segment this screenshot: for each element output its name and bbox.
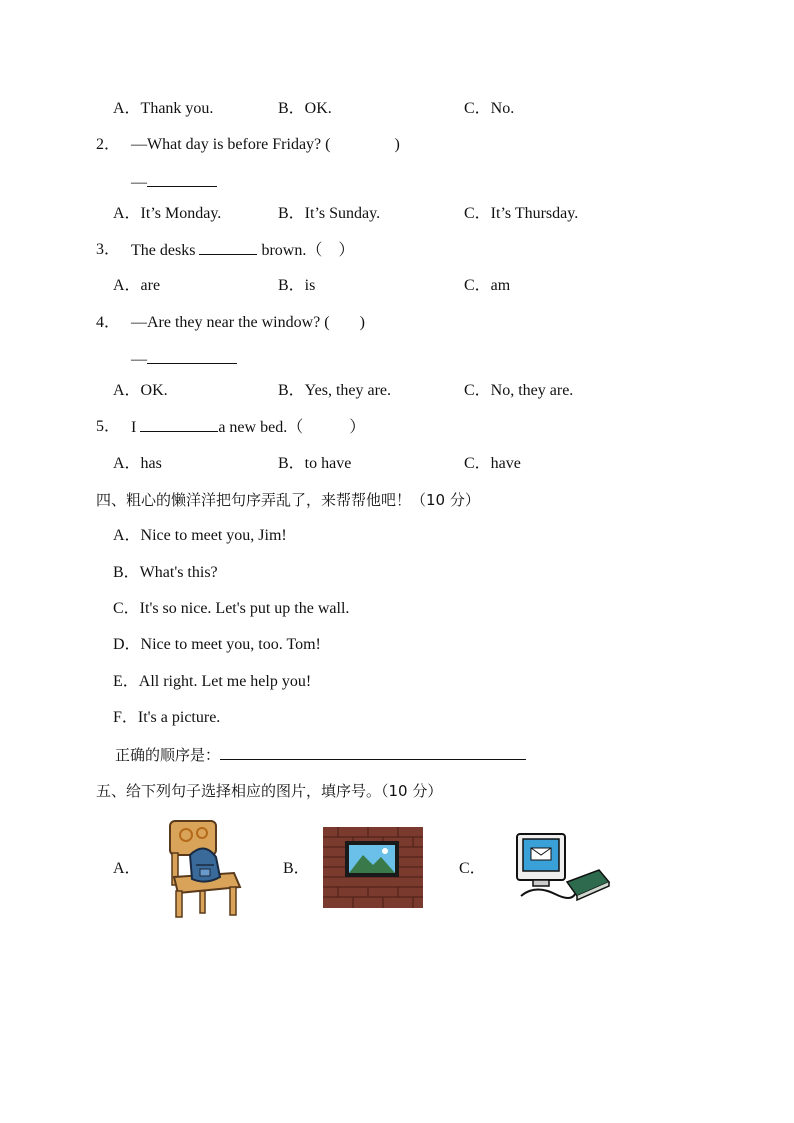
- section4-item-b: B．What's this?: [113, 564, 218, 581]
- q4-blank[interactable]: [147, 349, 237, 364]
- q5-blank[interactable]: [140, 417, 218, 432]
- q4-answer-line: [131, 349, 237, 370]
- q4-text: —Are they near the window? (: [131, 314, 330, 331]
- q2-text: —What day is before Friday? (: [131, 136, 331, 153]
- computer-picture: [515, 830, 611, 906]
- picture-label-c: C．: [459, 860, 486, 877]
- order-blank[interactable]: [220, 745, 526, 760]
- q3-after: brown.（ ）: [261, 242, 355, 259]
- q3-question: [131, 240, 354, 261]
- section5-title: 五、给下列句子选择相应的图片，填序号。（10 分）: [96, 782, 443, 800]
- q2-number: 2．: [96, 136, 121, 153]
- q2-blank[interactable]: [147, 172, 217, 187]
- q2-question: [131, 135, 400, 155]
- q2-answer-line: [131, 172, 217, 193]
- q3-text: The desks: [131, 242, 196, 259]
- section4-item-a: A．Nice to meet you, Jim!: [113, 527, 287, 544]
- q2-close: ): [394, 136, 400, 153]
- q3-number: 3．: [96, 241, 121, 258]
- section4-item-f: F．It's a picture.: [113, 709, 221, 726]
- q2-option-b: B．It’s Sunday.: [278, 205, 381, 222]
- q1-option-a: A．Thank you.: [113, 100, 214, 117]
- q5-question: [131, 417, 365, 438]
- q1-option-c: C．No.: [464, 100, 515, 117]
- chair-with-bag-picture: [160, 815, 244, 920]
- q4-close: ): [359, 314, 365, 331]
- q5-option-c: C．have: [464, 455, 521, 472]
- q5-option-a: A．has: [113, 455, 162, 472]
- q5-number: 5．: [96, 418, 121, 435]
- q5-option-b: B．to have: [278, 455, 352, 472]
- q4-option-c: C．No, they are.: [464, 382, 574, 399]
- wall-picture: [323, 827, 423, 908]
- q3-option-a: A．are: [113, 277, 161, 294]
- q2-dash: —: [131, 174, 147, 191]
- section4-item-e: E．All right. Let me help you!: [113, 673, 312, 690]
- section4-item-c: C．It's so nice. Let's put up the wall.: [113, 600, 350, 617]
- picture-label-a: A．: [113, 860, 141, 877]
- section4-title: 四、粗心的懒洋洋把句序弄乱了，来帮帮他吧！（10 分）: [96, 491, 480, 509]
- q4-dash: —: [131, 351, 147, 368]
- q2-option-a: A．It’s Monday.: [113, 205, 222, 222]
- section4-item-d: D．Nice to meet you, too. Tom!: [113, 636, 321, 653]
- q4-question: [131, 313, 365, 333]
- q4-number: 4．: [96, 314, 121, 331]
- q4-option-a: A．OK.: [113, 382, 168, 399]
- q5-after: a new bed.（: [218, 419, 304, 436]
- q3-option-c: C．am: [464, 277, 511, 294]
- q5-close: ）: [349, 419, 366, 436]
- q2-option-c: C．It’s Thursday.: [464, 205, 579, 222]
- order-label: 正确的顺序是：: [115, 746, 221, 764]
- picture-label-b: B．: [283, 860, 310, 877]
- q4-option-b: B．Yes, they are.: [278, 382, 392, 399]
- q1-option-b: B．OK.: [278, 100, 332, 117]
- q5-text: I: [131, 419, 137, 436]
- order-line: [115, 745, 526, 765]
- q3-blank[interactable]: [199, 240, 257, 255]
- q3-option-b: B．is: [278, 277, 316, 294]
